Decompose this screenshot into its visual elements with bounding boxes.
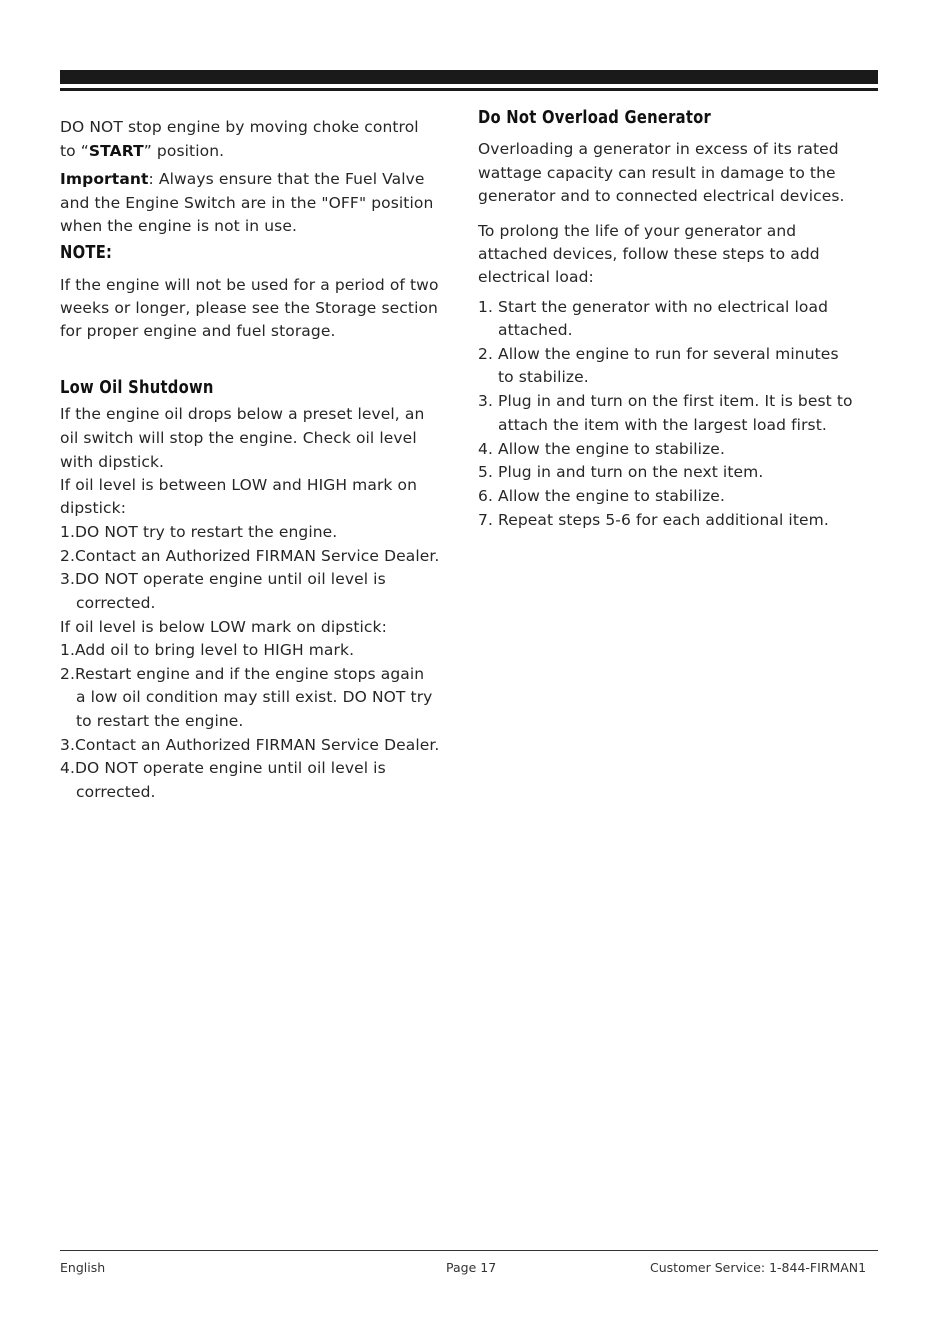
low-oil-line: If the engine oil drops below a preset level, an: [60, 405, 425, 423]
low-oil-list-item: 2.Restart engine and if the engine stops again: [60, 665, 425, 683]
header-rule: [60, 88, 878, 91]
low-oil-list-item-cont: to restart the engine.: [76, 712, 244, 730]
low-oil-line: If oil level is between LOW and HIGH mark on: [60, 476, 418, 494]
overload-line: Overloading a generator in excess of its rated: [478, 140, 839, 158]
step-item-cont: attach the item with the largest load first.: [498, 416, 827, 434]
important-line-2: and the Engine Switch are in the "OFF" position: [60, 194, 434, 212]
header-bar: [60, 70, 878, 84]
step-item: 6. Allow the engine to stabilize.: [478, 487, 725, 505]
step-item: 2. Allow the engine to run for several minutes: [478, 345, 839, 363]
low-oil-heading: Low Oil Shutdown: [60, 377, 214, 398]
note-line-1: If the engine will not be used for a period of two: [60, 276, 439, 294]
choke-warning-line-2: to “START” position.: [60, 142, 225, 160]
overload-line: generator and to connected electrical devices.: [478, 187, 845, 205]
low-oil-list-item-cont: corrected.: [76, 594, 156, 612]
choke-warning-line-1: DO NOT stop engine by moving choke control: [60, 118, 419, 136]
prolong-line: electrical load:: [478, 268, 594, 286]
overload-line: wattage capacity can result in damage to the: [478, 164, 836, 182]
footer-language: English: [60, 1260, 106, 1275]
note-line-2: weeks or longer, please see the Storage section: [60, 299, 438, 317]
prolong-line: To prolong the life of your generator and: [478, 222, 797, 240]
prolong-line: attached devices, follow these steps to add: [478, 245, 820, 263]
footer-customer-service: Customer Service: 1-844-FIRMAN1: [650, 1260, 867, 1275]
low-oil-line: dipstick:: [60, 499, 127, 517]
important-line-3: when the engine is not in use.: [60, 217, 297, 235]
low-oil-list-item: 3.DO NOT operate engine until oil level is: [60, 570, 386, 588]
overload-heading: Do Not Overload Generator: [478, 107, 712, 128]
footer-page-number: Page 17: [446, 1260, 497, 1275]
low-oil-line: with dipstick.: [60, 453, 165, 471]
note-heading: NOTE:: [60, 242, 113, 263]
step-item: 4. Allow the engine to stabilize.: [478, 440, 725, 458]
low-oil-line: oil switch will stop the engine. Check oil level: [60, 429, 417, 447]
step-item: 7. Repeat steps 5-6 for each additional item.: [478, 511, 829, 529]
low-oil-line: If oil level is below LOW mark on dipstick:: [60, 618, 387, 636]
step-item: 5. Plug in and turn on the next item.: [478, 463, 764, 481]
step-item-cont: to stabilize.: [498, 368, 589, 386]
low-oil-list-item: 4.DO NOT operate engine until oil level is: [60, 759, 386, 777]
step-item-cont: attached.: [498, 321, 573, 339]
low-oil-list-item: 1.Add oil to bring level to HIGH mark.: [60, 641, 355, 659]
footer-rule: [60, 1250, 878, 1251]
important-line-1: Important: Always ensure that the Fuel Valve: [60, 170, 425, 188]
low-oil-list-item-cont: a low oil condition may still exist. DO NOT try: [76, 688, 433, 706]
note-line-3: for proper engine and fuel storage.: [60, 322, 336, 340]
important-label: Important: [60, 170, 149, 188]
low-oil-list-item: 1.DO NOT try to restart the engine.: [60, 523, 338, 541]
step-item: 1. Start the generator with no electrical load: [478, 298, 829, 316]
low-oil-list-item-cont: corrected.: [76, 783, 156, 801]
low-oil-list-item: 2.Contact an Authorized FIRMAN Service Dealer.: [60, 547, 440, 565]
step-item: 3. Plug in and turn on the first item. It is best to: [478, 392, 853, 410]
low-oil-list-item: 3.Contact an Authorized FIRMAN Service Dealer.: [60, 736, 440, 754]
